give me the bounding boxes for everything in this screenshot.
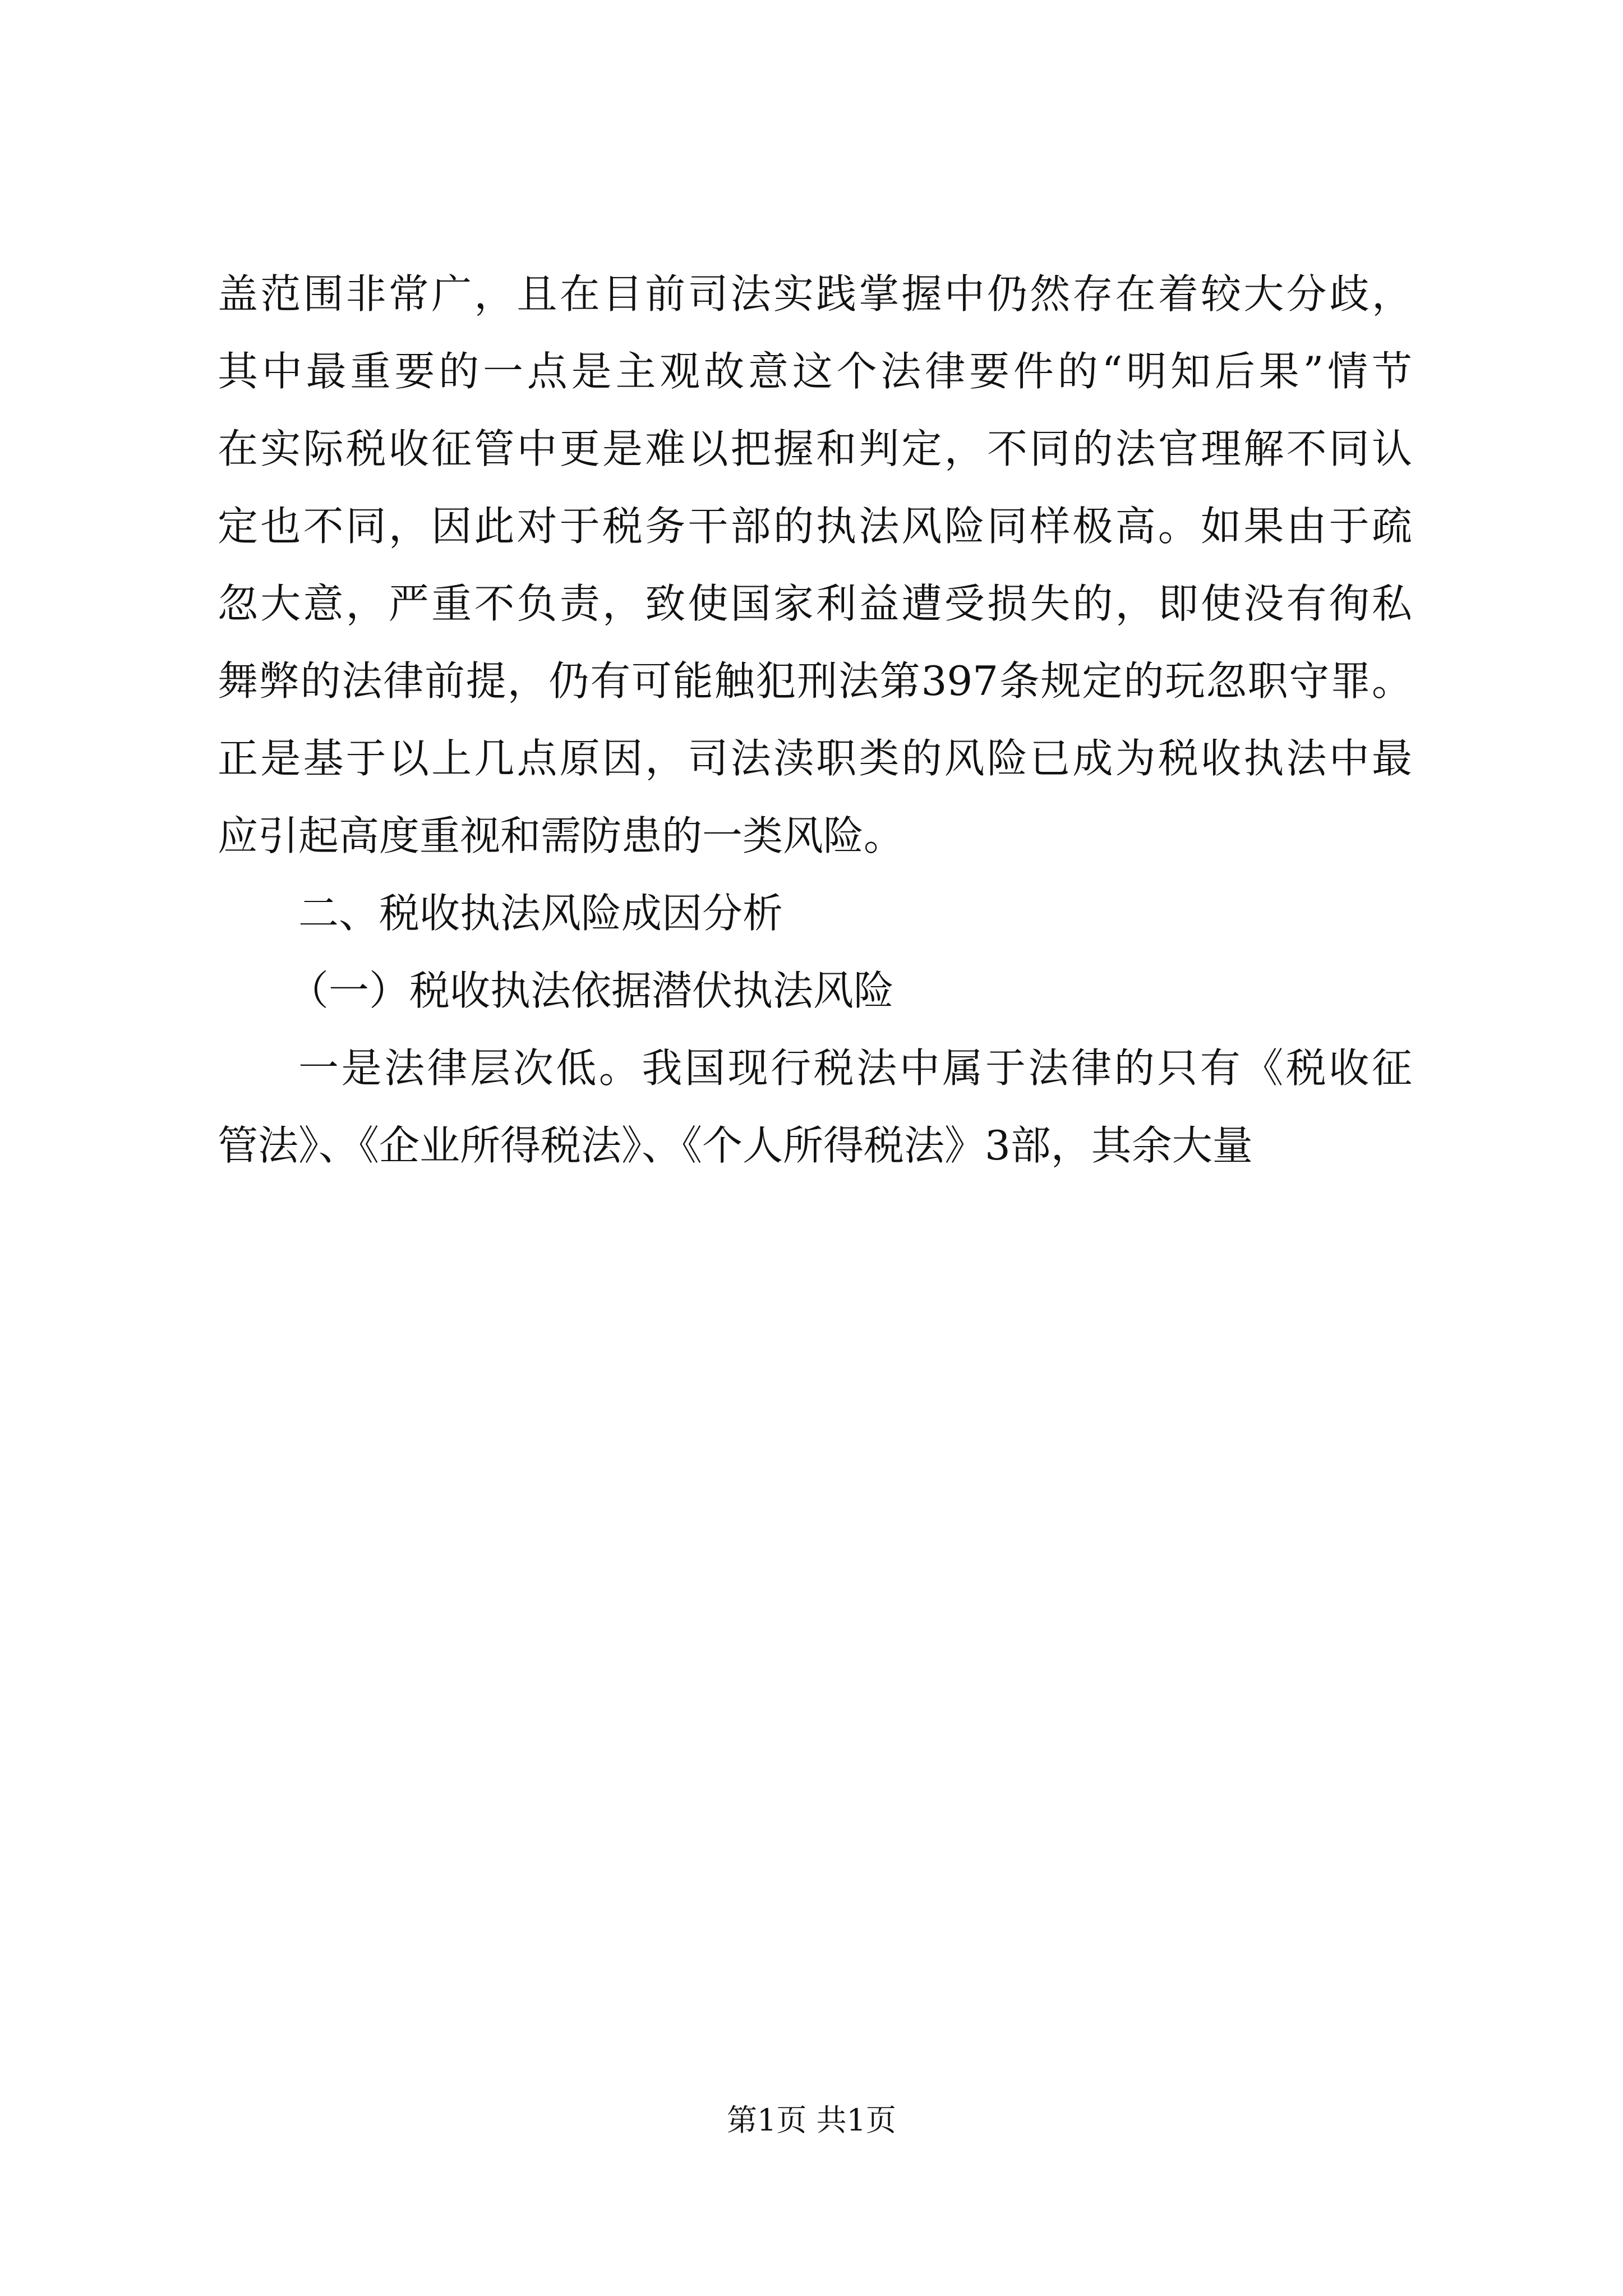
- text-line: 在实际税收征管中更是难以把握和判定，不同的法官理解不同认: [218, 425, 1412, 472]
- text-line: 一是法律层次低。我国现行税法中属于法律的只有《税收征: [298, 1045, 1412, 1092]
- text-line: 盖范围非常广，且在目前司法实践掌握中仍然存在着较大分歧，: [218, 270, 1412, 318]
- section-heading: 二、税收执法风险成因分析: [298, 890, 783, 937]
- text-line: 舞弊的法律前提，仍有可能触犯刑法第397条规定的玩忽职守罪。: [218, 657, 1412, 705]
- text-line: 定也不同，因此对于税务干部的执法风险同样极高。如果由于疏: [218, 503, 1412, 550]
- text-line: 忽大意，严重不负责，致使国家利益遭受损失的，即使没有徇私: [218, 580, 1412, 627]
- document-body: [218, 255, 1412, 1184]
- text-line: 管法》、《企业所得税法》、《个人所得税法》3部，其余大量: [218, 1122, 1253, 1169]
- page-footer: 第1页 共1页: [727, 2102, 896, 2138]
- subsection-heading: （一）税收执法依据潜伏执法风险: [288, 967, 895, 1014]
- text-line: 应引起高度重视和需防患的一类风险。: [218, 812, 905, 859]
- text-line: 其中最重要的一点是主观故意这个法律要件的“明知后果”情节: [218, 348, 1412, 395]
- text-line: 正是基于以上几点原因，司法渎职类的风险已成为税收执法中最: [218, 735, 1412, 782]
